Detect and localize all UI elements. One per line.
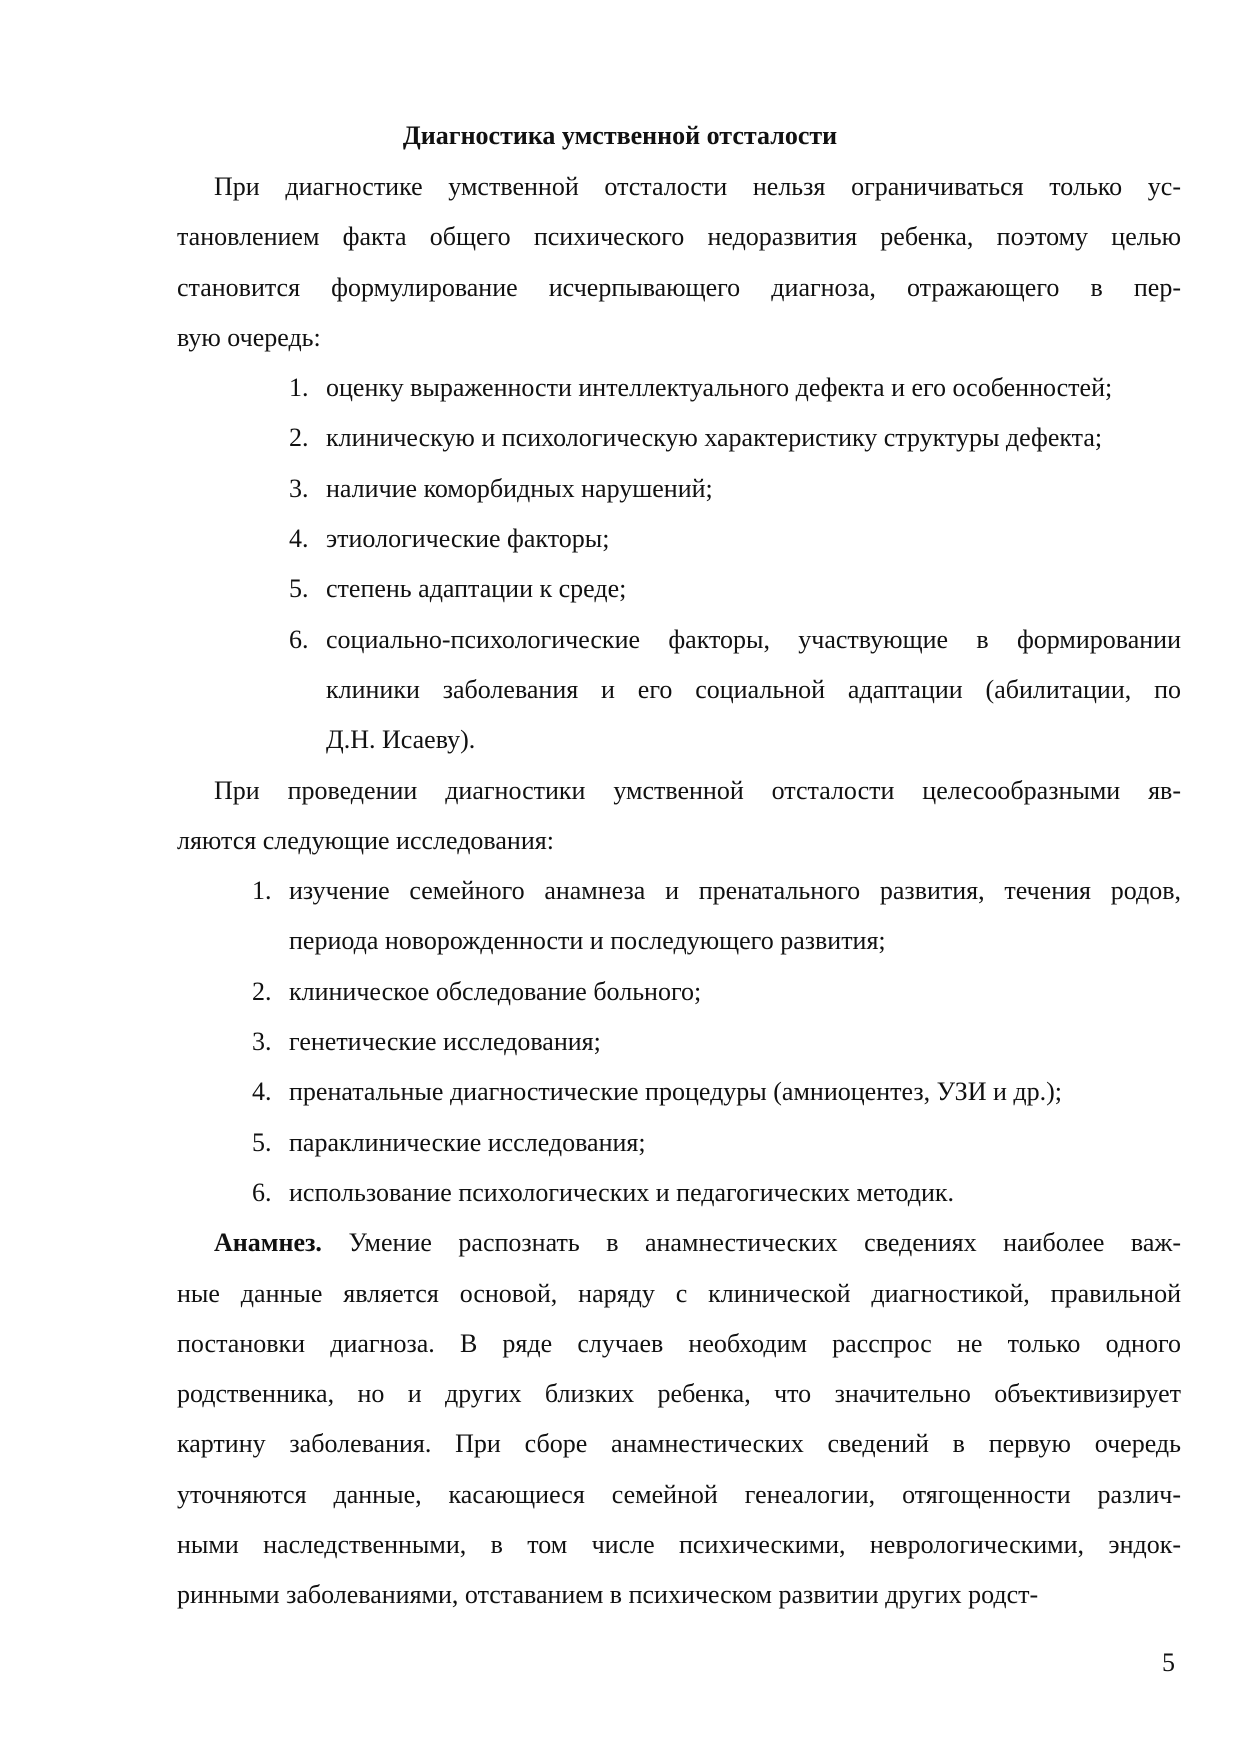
- list-item-line: [177, 1168, 1181, 1218]
- list-item-text: клиническое обследование больного;: [289, 976, 702, 1006]
- page-number: 5: [1162, 1648, 1175, 1677]
- paragraph-line: ными наследственными, в том числе психическими, неврологическими, эндок-: [177, 1530, 1181, 1560]
- list-item-text: изучение семейного анамнеза и пренатального развития, течения родов,: [289, 876, 1181, 906]
- document-body: [177, 162, 1181, 1621]
- list-item-line: [177, 464, 1181, 514]
- list-item-line: [177, 1067, 1181, 1117]
- list-item-text: оценку выраженности интеллектуального дефекта и его особенностей;: [326, 373, 1113, 403]
- list-number: 4.: [289, 524, 309, 554]
- list-item-text: клиническую и психологическую характеристику структуры дефекта;: [326, 423, 1103, 453]
- list-item-line: [177, 1017, 1181, 1067]
- list-item-line: [177, 1118, 1181, 1168]
- list-item-line: [177, 564, 1181, 614]
- paragraph-line: При проведении диагностики умственной отсталости целесообразными яв-: [214, 775, 1181, 805]
- paragraph-line: становится формулирование исчерпывающего диагноза, отражающего в пер-: [177, 272, 1181, 302]
- paragraph-line: постановки диагноза. В ряде случаев необходим расспрос не только одного: [177, 1328, 1181, 1358]
- list-item-text: степень адаптации к среде;: [326, 574, 627, 604]
- list-item-text: генетические исследования;: [289, 1027, 601, 1057]
- list-item-text: периода новорожденности и последующего развития;: [289, 926, 886, 956]
- list-item-line: [177, 665, 1181, 715]
- paragraph-line: картину заболевания. При сборе анамнестических сведений в первую очередь: [177, 1429, 1181, 1459]
- run-in-heading: Анамнез.: [214, 1228, 322, 1258]
- list-number: 1.: [252, 876, 272, 906]
- list-number: 2.: [289, 423, 309, 453]
- paragraph-line: [177, 1218, 1181, 1268]
- list-number: 6.: [289, 624, 309, 654]
- list-item-line: [177, 514, 1181, 564]
- paragraph-line: При диагностике умственной отсталости нельзя ограничиваться только ус-: [214, 172, 1181, 201]
- paragraph-line: уточняются данные, касающиеся семейной генеалогии, отягощенности различ-: [177, 1479, 1181, 1509]
- list-item-text: Д.Н. Исаеву).: [326, 725, 476, 755]
- list-number: 3.: [252, 1027, 272, 1057]
- list-number: 4.: [252, 1077, 272, 1107]
- list-item-line: [177, 916, 1181, 966]
- list-item-line: [177, 866, 1181, 916]
- list-number: 6.: [252, 1177, 272, 1207]
- list-item-text: параклинические исследования;: [289, 1127, 646, 1157]
- list-number: 2.: [252, 976, 272, 1006]
- list-item-line: [177, 413, 1181, 463]
- list-number: 3.: [289, 473, 309, 503]
- line-text: Умение распознать в анамнестических сведениях наиболее важ-: [321, 1228, 1181, 1258]
- list-item-text: клиники заболевания и его социальной адаптации (абилитации, по: [326, 674, 1181, 704]
- list-item-text: пренатальные диагностические процедуры (амниоцентез, УЗИ и др.);: [289, 1077, 1063, 1107]
- list-item-text: использование психологических и педагогических методик.: [289, 1177, 955, 1207]
- paragraph-line: ринными заболеваниями, отставанием в психическом развитии других родст-: [177, 1580, 1039, 1610]
- page-title: Диагностика умственной отсталости: [402, 121, 838, 150]
- paragraph-line: родственника, но и других близких ребенка, что значительно объективизирует: [177, 1379, 1181, 1409]
- list-item-line: [177, 967, 1181, 1017]
- list-item-line: [177, 615, 1181, 665]
- list-number: 1.: [289, 373, 309, 403]
- list-number: 5.: [252, 1127, 272, 1157]
- paragraph-line: тановлением факта общего психического недоразвития ребенка, поэтому целью: [177, 222, 1181, 252]
- paragraph-line: ляются следующие исследования:: [177, 825, 554, 855]
- list-number: 5.: [289, 574, 309, 604]
- paragraph-line: ные данные является основой, наряду с клинической диагностикой, правильной: [177, 1278, 1181, 1308]
- list-item-line: [177, 715, 1181, 765]
- paragraph-line: вую очередь:: [177, 322, 321, 352]
- list-item-text: наличие коморбидных нарушений;: [326, 473, 713, 503]
- list-item-line: [177, 363, 1181, 413]
- list-item-text: этиологические факторы;: [326, 524, 610, 554]
- list-item-text: социально-психологические факторы, участвующие в формировании: [326, 624, 1181, 654]
